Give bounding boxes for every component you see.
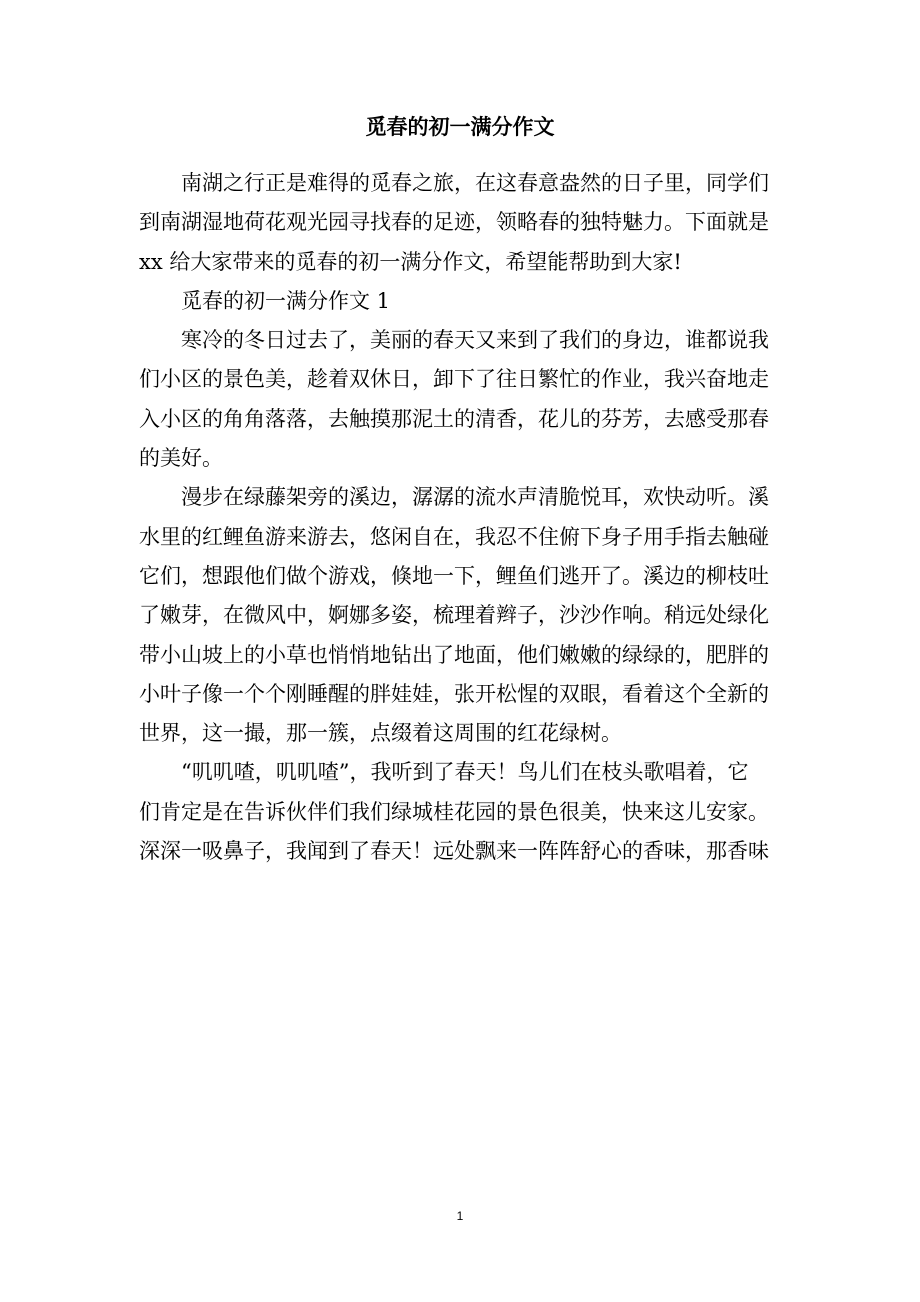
paragraph-line: 入小区的角角落落，去触摸那泥土的清香，花儿的芬芳，去感受那春 (139, 406, 769, 431)
paragraph-line: 世界，这一撮，那一簇，点缀着这周围的红花绿树。 (139, 721, 622, 746)
paragraph-line: 们肯定是在告诉伙伴们我们绿城桂花园的景色很美，快来这儿安家。 (139, 799, 769, 824)
paragraph-line: 深深一吸鼻子，我闻到了春天！远处飘来一阵阵舒心的香味，那香味 (139, 839, 769, 864)
paragraph-line: 寒冷的冬日过去了，美丽的春天又来到了我们的身边，谁都说我 (181, 328, 769, 353)
paragraph-line: xx 给大家带来的觅春的初一满分作文，希望能帮助到大家! (139, 249, 682, 274)
paragraph-line: 带小山坡上的小草也悄悄地钻出了地面，他们嫩嫩的绿绿的，肥胖的 (139, 642, 769, 667)
paragraph-line: 漫步在绿藤架旁的溪边，潺潺的流水声清脆悦耳，欢快动听。溪 (181, 485, 769, 510)
document-title: 觅春的初一满分作文 (365, 114, 555, 139)
document-body (139, 164, 789, 871)
paragraph-line: 小叶子像一个个刚睡醒的胖娃娃，张开松惺的双眼，看着这个全新的 (139, 681, 769, 706)
paragraph-line: 南湖之行正是难得的觅春之旅，在这春意盎然的日子里，同学们 (181, 171, 769, 195)
paragraph-line: 们小区的景色美，趁着双休日，卸下了往日繁忙的作业，我兴奋地走 (139, 367, 769, 392)
paragraph (139, 321, 789, 478)
paragraph-line: 它们，想跟他们做个游戏，倏地一下，鲤鱼们逃开了。溪边的柳枝吐 (139, 563, 769, 588)
paragraph-line: 了嫩芽，在微风中，婀娜多姿，梳理着辫子，沙沙作响。稍远处绿化 (139, 603, 769, 628)
paragraph (139, 753, 789, 871)
paragraph-line: 到南湖湿地荷花观光园寻找春的足迹，领略春的独特魅力。下面就是 (139, 210, 769, 235)
paragraph-line: “叽叽喳，叽叽喳”，我听到了春天！鸟儿们在枝头歌唱着，它 (181, 760, 749, 785)
paragraph-line: 的美好。 (139, 446, 223, 471)
paragraph-intro (139, 164, 789, 282)
section-heading (139, 282, 789, 321)
page-number: 1 (456, 1209, 464, 1223)
section-heading-text: 觅春的初一满分作文 1 (181, 288, 391, 313)
paragraph (139, 478, 789, 753)
paragraph-line: 水里的红鲤鱼游来游去，悠闲自在，我忍不住俯下身子用手指去触碰 (139, 524, 769, 549)
